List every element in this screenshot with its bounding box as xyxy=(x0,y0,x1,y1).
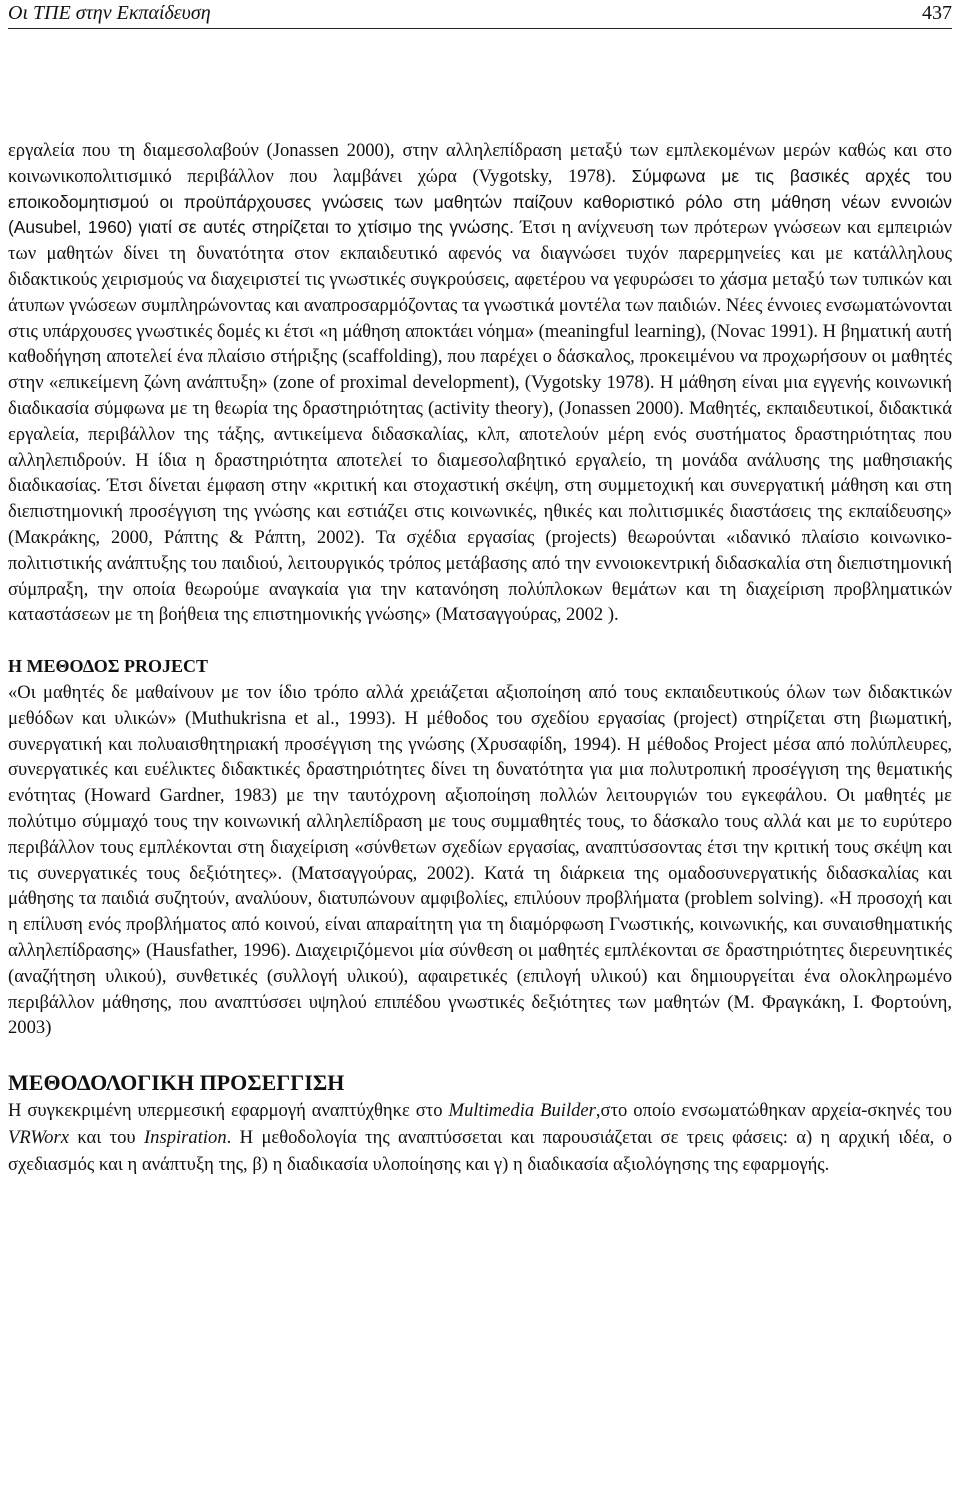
body-text xyxy=(8,138,952,1178)
intro-text-sans: Σύμφωνα με τις βασικές αρχές του εποικοδομητισμού οι προϋπάρχουσες γνώσεις των μαθητών παίζουν καθοριστικό ρόλο στη μάθηση νέων εννοιών (Ausubel, 1960) γιατί σε αυτές στηρίζεται το χτίσιμο της γνώσης. xyxy=(8,165,952,238)
section-heading-methodology: ΜΕΘΟΔΟΛΟΓΙΚΗ ΠΡΟΣΕΓΓΙΣΗ xyxy=(8,1070,345,1096)
app-name-vrworx: VRWorx xyxy=(8,1127,69,1149)
section-project-paragraph: «Οι μαθητές δε μαθαίνουν με τον ίδιο τρόπο αλλά χρειάζεται αξιοποίηση από τους εκπαιδευτικούς όλων των διδακτικών μεθόδων και υλικών» (Muthukrisna et al., 1993). Η μέθοδος του σχεδίου εργασίας (project) στηρίζεται στη βιωματική, συνεργατική και πολυαισθητηριακή προσέγγιση της γνώσης (Χρυσαφίδη, 1994). Η μέθοδος Project μέσα από πολύπλευρες, συνεργατικές και ευέλικτες διδακτικές δραστηριότητες δίνει τη δυνατότητα για μια πολυτροπική προσέγγιση της θεματικής ενότητας (Howard Gardner, 1983) με την ταυτόχρονη αξιοποίηση πολλών λειτουργιών του εγκεφάλου. Οι μαθητές με πολύτιμο σύμμαχό τους την κοινωνική αλληλεπίδραση με τους συμμαθητές τους, το δάσκαλο τους αλλά και με το ευρύτερο περιβάλλον τους εμπλέκονται στη διαχείριση «σύνθετων σχεδίων εργασίας, αναπτύσσοντας έτσι την κριτική τους σκέψη και τις συνεργατικές τους δεξιότητες». (Ματσαγγούρας, 2002). Κατά τη διάρκεια της ομαδοσυνεργατικής διδασκαλίας και μάθησης τα παιδιά συζητούν, αναλύουν, διατυπώνουν αμφιβολίες, επιλύουν προβλήματα (problem solving). «Η προσοχή και η επίλυση ενός προβλήματος από κοινού, είναι απαραίτητη για τη διαμόρφωση Γνωστικής, κοινωνικής, και συναισθηματικής αλληλεπίδρασης» (Hausfather, 1996). Διαχειριζόμενοι μία σύνθεση οι μαθητές εμπλέκονται σε δραστηριότητες διερευνητικές (αναζήτηση υλικού), συνθετικές (συλλογή υλικού), αφαιρετικές (επιλογή υλικού) και δημιουργείται ένα ολοκληρωμένο περιβάλλον μάθησης, που αναπτύσσει υψηλού επιπέδου γνωστικές δεξιότητες των μαθητών (Μ. Φραγκάκη, Ι. Φορτούνη, 2003) xyxy=(8,681,952,1039)
intro-text-1: εργαλεία που τη διαμεσολαβούν (Jonassen 2000), στην αλληλεπίδραση μεταξύ των εμπλεκομένων μερών καθώς και στο κοινωνικοπολιτισμικό περιβάλλον που λαμβάνει χώρα (Vygotsky, 1978). xyxy=(8,140,952,187)
app-name-multimedia-builder: Multimedia Builder xyxy=(448,1100,596,1122)
methodology-text-1: Η συγκεκριμένη υπερμεσική εφαρμογή αναπτύχθηκε στο xyxy=(8,1100,449,1122)
methodology-text-3: και του xyxy=(68,1127,144,1149)
methodology-text-4: . Η μεθοδολογία της αναπτύσσεται και παρουσιάζεται σε τρεις φάσεις: α) η αρχική ιδέα, ο σχεδιασμός και η ανάπτυξη της, β) η διαδικασία υλοποίησης και γ) η διαδικασία αξιολόγησης της εφαρμογής. xyxy=(8,1127,952,1176)
app-name-inspiration: Inspiration xyxy=(143,1127,227,1149)
section-heading-project: Η ΜΕΘΟΔΟΣ PROJECT xyxy=(8,656,209,677)
intro-text-2: Έτσι η ανίχνευση των πρότερων γνώσεων και εμπειριών των μαθητών δίνει τη δυνατότητα στον εκπαιδευτικό αφενός να διαγνώσει τυχόν παρερμηνείες και με κατάλληλους διδακτικούς χειρισμούς να διαχειριστεί τις γνωστικές συγκρούσεις, αφετέρου να γεφυρώσει το χάσμα μεταξύ των τυπικών και άτυπων γνώσεων συμπληρώνοντας και αναπροσαρμόζοντας τα γνωστικά μοντέλα των παιδιών. Νέες έννοιες ενσωματώνονται στις υπάρχουσες γνωστικές δομές κι έτσι «η μάθηση αποκτάει νόημα» (meaningful learning), (Novac 1991). Η βηματική αυτή καθοδήγηση αποτελεί ένα πλαίσιο στήριξης (scaffolding), που παρέχει ο δάσκαλος, προκειμένου να προχωρήσουν οι μαθητές στην «επικείμενη ζώνη ανάπτυξη» (zone of proximal development), (Vygotsky 1978). Η μάθηση είναι μια εγγενής κοινωνική διαδικασία σύμφωνα με τη θεωρία της δραστηριότητας (activity theory), (Jonassen 2000). Μαθητές, εκπαιδευτικοί, διδακτικά εργαλεία, περιβάλλον της τάξης, αντικείμενα διδασκαλίας, κλπ, αποτελούν μέρη ενός συστήματος δραστηριότητας που αλληλεπιδρούν. Η ίδια η δραστηριότητα αποτελεί το διαμεσολαβητικό εργαλείο, τη μονάδα ανάλυσης της μαθησιακής διαδικασίας. Έτσι δίνεται έμφαση στην «κριτική και στοχαστική σκέψη, στη συμμετοχική και συνεργατική μάθηση και στη διεπιστημονική προσέγγιση της γνώσης και εστιάζει στις κοινωνικές, ηθικές και πολιτισμικές διαστάσεις της εκπαίδευσης» (Μακράκης, 2000, Ράπτης & Ράπτη, 2002). Τα σχέδια εργασίας (projects) θεωρούνται «ιδανικό πλαίσιο κοινωνικο-πολιτιστικής ανάπτυξης του παιδιού, λειτουργικός τρόπος μετάβασης από την εννοιοκεντρική διδασκαλία στη διεπιστημονική σύμπραξη, την οποία θεωρούμε αναγκαία για την κατανόηση πολύπλοκων θεμάτων και τη διαχείριση προβληματικών καταστάσεων με τη βοήθεια της επιστημονικής γνώσης» (Ματσαγγούρας, 2002 ). xyxy=(8,217,953,626)
running-header xyxy=(8,0,952,29)
page-number: 437 xyxy=(922,2,952,24)
intro-paragraph xyxy=(8,138,952,628)
running-head-title: Οι ΤΠΕ στην Εκπαίδευση xyxy=(8,2,211,24)
section-methodology-paragraph xyxy=(8,1097,952,1178)
methodology-text-2: ,στο οποίο ενσωματώθηκαν αρχεία-σκηνές του xyxy=(595,1100,952,1122)
